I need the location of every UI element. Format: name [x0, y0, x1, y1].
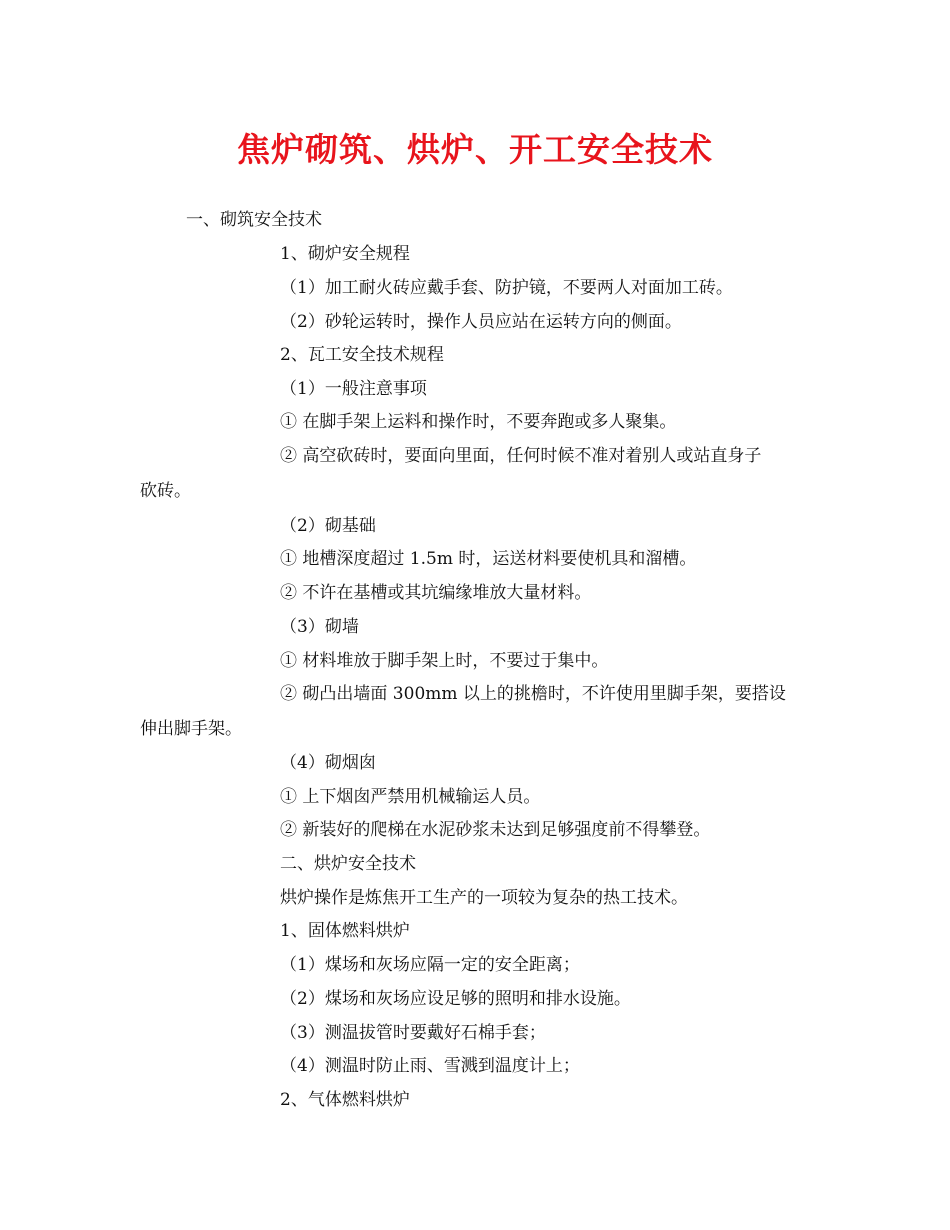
paragraph-line: ② 新装好的爬梯在水泥砂浆未达到足够强度前不得攀登。 [280, 820, 711, 840]
paragraph-line: （3）砌墙 [280, 617, 359, 637]
paragraph-line: 伸出脚手架。 [140, 719, 242, 739]
paragraph-line: ② 高空砍砖时，要面向里面，任何时候不准对着别人或站直身子 [280, 446, 762, 466]
paragraph-line: ② 砌凸出墙面 300mm 以上的挑檐时，不许使用里脚手架，要搭设 [280, 684, 786, 704]
paragraph-line: （4）砌烟囱 [280, 753, 376, 773]
paragraph-line: ① 地槽深度超过 1.5m 时，运送材料要使机具和溜槽。 [280, 549, 697, 569]
paragraph-line: ① 材料堆放于脚手架上时，不要过于集中。 [280, 651, 609, 671]
paragraph-line: （3）测温拔管时要戴好石棉手套； [280, 1023, 546, 1043]
paragraph-line: （1）加工耐火砖应戴手套、防护镜，不要两人对面加工砖。 [280, 278, 733, 298]
paragraph-line: ① 上下烟囱严禁用机械输运人员。 [280, 787, 541, 807]
subsection-heading: 2、瓦工安全技术规程 [280, 345, 444, 365]
paragraph-line: （4）测温时防止雨、雪溅到温度计上； [280, 1056, 580, 1076]
document-title: 焦炉砌筑、烘炉、开工安全技术 [237, 130, 713, 169]
paragraph-line: （2）砌基础 [280, 516, 376, 536]
paragraph-line: （2）砂轮运转时，操作人员应站在运转方向的侧面。 [280, 312, 682, 332]
paragraph-line: ① 在脚手架上运料和操作时，不要奔跑或多人聚集。 [280, 412, 677, 432]
section-heading: 一、砌筑安全技术 [186, 210, 322, 230]
paragraph-line: （1）一般注意事项 [280, 379, 427, 399]
paragraph-line: 烘炉操作是炼焦开工生产的一项较为复杂的热工技术。 [280, 888, 688, 908]
subsection-heading: 1、砌炉安全规程 [280, 244, 410, 264]
paragraph-line: （1）煤场和灰场应隔一定的安全距离； [280, 955, 580, 975]
subsection-heading: 2、气体燃料烘炉 [280, 1090, 410, 1110]
section-heading: 二、烘炉安全技术 [280, 854, 416, 874]
subsection-heading: 1、固体燃料烘炉 [280, 921, 410, 941]
paragraph-line: 砍砖。 [140, 481, 191, 501]
paragraph-line: ② 不许在基槽或其坑编缘堆放大量材料。 [280, 583, 592, 603]
paragraph-line: （2）煤场和灰场应设足够的照明和排水设施。 [280, 989, 631, 1009]
